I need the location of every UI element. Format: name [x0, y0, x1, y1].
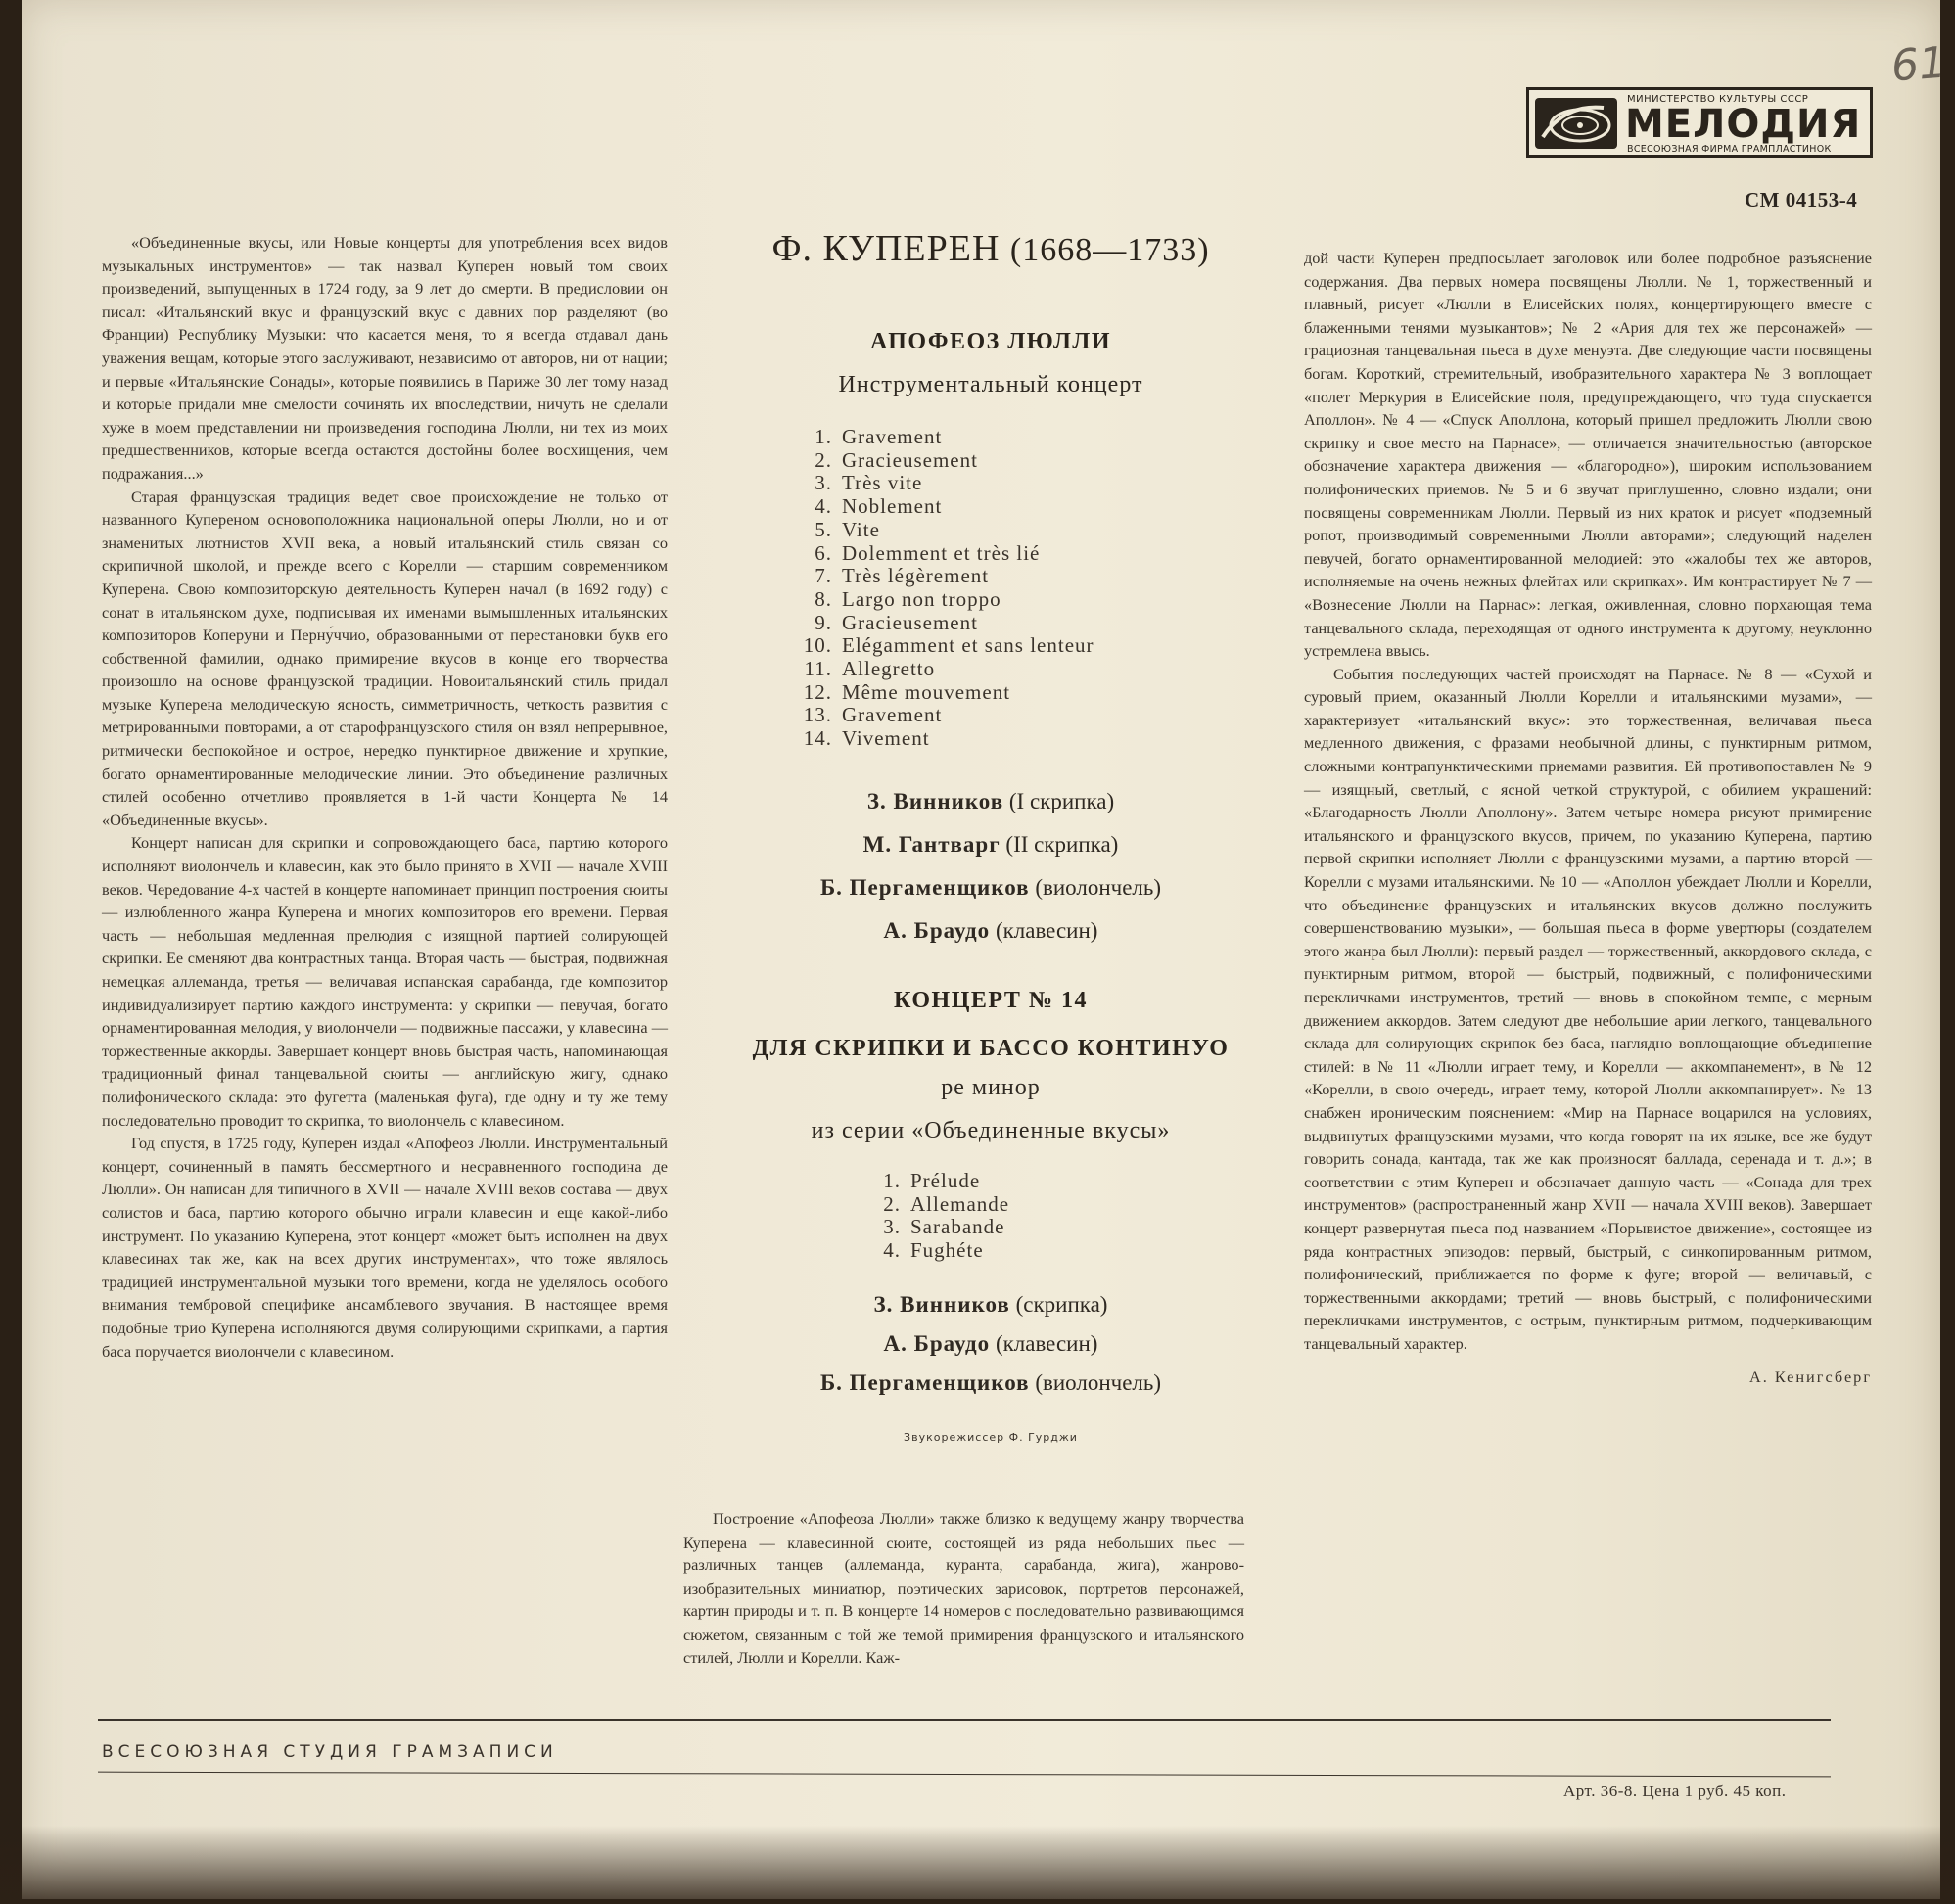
studio-credit: ВСЕСОЮЗНАЯ СТУДИЯ ГРАМЗАПИСИ — [102, 1742, 558, 1762]
work2-series: из серии «Объединенные вкусы» — [811, 1118, 1171, 1143]
performer-line: З. Винников (скрипка) — [873, 1292, 1108, 1317]
logo-ministry-text: МИНИСТЕРСТВО КУЛЬТУРЫ СССР — [1627, 94, 1809, 105]
sound-engineer-credit: Звукорежиссер Ф. Гурджи — [904, 1431, 1078, 1444]
track-item: 8. Largo non troppo — [815, 586, 1001, 611]
track-item: 14. Vivement — [803, 726, 930, 751]
record-sleeve-back — [22, 0, 1948, 1899]
work1-track-list — [793, 426, 1094, 751]
track-item: 3. Très vite — [815, 471, 923, 495]
melodiya-logo — [1526, 87, 1873, 158]
paragraph: Построение «Апофеоза Люлли» также близко к ведущему жанру творчества Куперена — клавесинной сюите, состоящей из ряда небольших пьес — различных танцев (аллеманда, куранта, сарабанда, жига), жанрово-изобразительных миниатюр, поэтических зарисовок, портретов персонажей, картин природы и т. п. В концерте 14 номеров с последовательно развивающимся сюжетом, связанным с той же темой примирения французского и итальянского стилей, Люлли и Корелли. Каж- — [683, 1509, 1244, 1667]
track-item: 7. Très légèrement — [815, 564, 990, 588]
performer-line: А. Браудо (клавесин) — [883, 1331, 1098, 1356]
work1-subtitle: Инструментальный концерт — [838, 372, 1143, 397]
catalog-number: СМ 04153-4 — [1745, 188, 1858, 211]
work2-key: ре минор — [941, 1075, 1041, 1100]
performer-line: А. Браудо (клавесин) — [883, 918, 1098, 943]
track-item: 1. Prélude — [883, 1169, 981, 1192]
track-item: 2. Allemande — [883, 1191, 1010, 1216]
paragraph: События последующих частей происходят на Парнасе. № 8 — «Сухой и суровый прием, оказанный Люлли Корелли и итальянскими музами», — характеризует «итальянский вкус»: это торжественная, величавая пьеса медленного движения, с фразами необычной длины, с пунктирным ритмом, сложными контрапунктическими приемами развития. Ей противопоставлен № 9 — изящный, светлый, с ясной четкой структурой, с обилием украшений: «Благодарность Люлли Аполлону». Затем четыре номера рисуют примирение итальянского и французского вкусов, причем, по указанию Куперена, партию первой скрипки исполняет Люлли с французскими музами, а партию второй — Корелли с музами итальянскими. № 10 — «Аполлон убеждает Люлли и Корелли, что объединение французских и итальянских вкусов должно послужить совершенствованию музыки», — большая пьеса в форме увертюры (создателем этого жанра был Люлли): первый раздел — торжественный, аккордового склада, с пунктирным ритмом, второй — быстрый, подвижный, с полифоническими перекличками инструментов, третий — вновь в спокойном темпе, с мерным движением аккордов. Затем следуют две небольшие арии легкого, танцевального склада для солирующих скрипок без баса, наглядно воплощающие объединение стилей: в № 11 «Люлли играет тему, и Корелли — аккомпанемент», в № 12 «Корелли, в свою очередь, играет тему, которой Люлли аккомпанирует». № 13 снабжен ироническим пояснением: «Мир на Парнасе воцарился на условиях, выдвинутых французскими музами, что когда говорят на их языке, все же будут говорить сонада, кантада, так же как произносят баллада, серенада и т. д.»; в соответствии с этим Куперен и обозначает данную часть — «Сонада для трех инструментов» (распространенный жанр XVII — начала XVIII веков). Завершает концерт развернутая пьеса под названием «Порывистое движение», состоящее из ряда контрастных эпизодов: первый, быстрый, с синкопированным ритмом, полифонический, приближается по форме к фуге; второй — величавый, с торжественными аккордами; третий — вновь быстрый, с полифоническими перекличками инструментов, с острым, пунктирным ритмом, подчеркивающим танцевальный характер. — [1304, 664, 1872, 1353]
sleeve-bottom-shadow — [0, 1826, 1955, 1904]
track-item: 1. Gravement — [815, 425, 943, 448]
middle-text-column — [683, 1508, 1244, 1669]
paragraph: Старая французская традиция ведет свое происхождение не только от названного Купереном основоположника национальной оперы Люлли, но и от знаменитых лютнистов XVII века, а новый итальянский стиль связан со скрипичной школой, и прежде всего с Корелли — старшим современником Куперена. Свою композиторскую деятельность Куперен начал (в 1692 году) с сонат в итальянском духе, подписывая их именами вымышленных итальянских композиторов Копеpуни и Перну́ччио, образованными от перестановки букв его собственной фамилии, однако примирение вкусов в конце его творчества произошло на основе французской традиции. Новоитальянский стиль придал музыке Куперена мелодическую ясность, симметричность, четкость развития с метрированными повторами, а от старофранцузского стиля он взял непрерывное, ритмически беспокойное и острое, нередко пунктирное движение и хрупкие, богато орнаментированные мелодические линии. Это объединение различных стилей особенно отчетливо проявляется в 1-й части Концерта № 14 «Объединенные вкусы». — [102, 487, 668, 829]
track-item: 13. Gravement — [803, 703, 943, 727]
divider-line — [98, 1719, 1831, 1721]
track-item: 2. Gracieusement — [815, 447, 978, 472]
work2-title-line1: КОНЦЕРТ № 14 — [894, 988, 1088, 1013]
composer-name: Ф. КУПЕРЕН — [771, 228, 1001, 269]
right-text-column — [1304, 247, 1872, 1388]
performer-line: Б. Пергаменщиков (виолончель) — [819, 875, 1162, 900]
track-item: 11. Allegretto — [804, 657, 936, 681]
work2-title-line2: ДЛЯ СКРИПКИ И БАССО КОНТИНУО — [752, 1036, 1230, 1061]
paragraph: Год спустя, в 1725 году, Куперен издал «Апофеоз Люлли. Инструментальный концерт, сочиненный в память бессмертного и несравненного господина де Люлли». Он написан для типичного в XVII — начале XVIII веков состава — двух солистов и баса, партию которого обычно играли клавесин и еще какой-либо инструмент. По указанию Куперена, этот концерт «может быть исполнен на двух клавесинах так же, как на всех других инструментах», что тоже являлось традицией инструментальной музыки того времени, когда не уделялось особого внимания тембровой специфике ансамблевого звучания. В настоящее время подобные трио Куперена исполняются двумя солирующими скрипками, а партия баса поручается виолончели с клавесином. — [102, 1134, 668, 1361]
work2-track-list — [861, 1170, 1009, 1263]
track-item: 12. Même mouvement — [803, 679, 1011, 704]
record-disc-icon — [1535, 98, 1617, 149]
composer-heading — [707, 227, 1275, 270]
price-line: Арт. 36-8. Цена 1 руб. 45 коп. — [1563, 1782, 1787, 1800]
performer-line: М. Гантварг (II скрипка) — [862, 832, 1119, 857]
handwritten-number: 61 — [1889, 37, 1948, 92]
paragraph: Концерт написан для скрипки и сопровождающего баса, партию которого исполняют виолончель и клавесин, как это было принято в XVII — начале XVIII веков. Чередование 4-х частей в концерте напоминает принцип построения сюиты — излюбленного жанра Куперена и многих композиторов его времени. Первая часть — небольшая медленная прелюдия с изящной партией солирующей скрипки. Ее сменяют два контрастных танца. Вторая часть — быстрая, подвижная немецкая аллеманда, третья — величавая испанская сарабанда, где композитор индивидуализирует партию каждого инструмента: у скрипки — певучая, богато орнаментированная мелодия, у виолончели — подвижные пассажи, у клавесина — торжественные аккорды. Завершает концерт вновь быстрая часть, напоминающая традиционный финал танцевальной сюиты — английскую жигу, однако полифонического склада: это фугетта (маленькая фуга), где одну и ту же тему последовательно проводит то скрипка, то виолончель с клавесином. — [102, 833, 668, 1130]
left-text-column — [102, 231, 668, 1363]
track-item: 6. Dolemment et très lié — [815, 540, 1041, 565]
track-item: 4. Fughéte — [883, 1238, 984, 1263]
performer-line: З. Винников (I скрипка) — [866, 789, 1115, 813]
composer-dates: (1668—1733) — [1009, 232, 1210, 268]
work1-title: АПОФЕОЗ ЛЮЛЛИ — [870, 329, 1111, 354]
track-item: 3. Sarabande — [883, 1215, 1005, 1239]
track-item: 10. Elégamment et sans lenteur — [803, 633, 1094, 658]
paragraph: «Объединенные вкусы, или Новые концерты для употребления всех видов музыкальных инструментов» — так назвал Куперен новый том своих произведений, выпущенных в 1724 году, за 9 лет до смерти. В предисловии он писал: «Итальянский вкус и французский вкус с давних пор разделяют (во Франции) Республику Музыки: что касается меня, то я всегда отдавал дань уважения вещам, которые этого заслуживают, независимо от авторов, ни от нации; и первые «Итальянские Сонады», которые появились в Париже 30 лет тому назад и которые придали мне смелости сочинять их впоследствии, ничуть не сделали хуже в моем представлении ни произведения господина Люлли, ни тех из моих предшественников, которые всегда остаются достойны более восхищения, чем подражания...» — [102, 233, 668, 483]
logo-subtitle: ВСЕСОЮЗНАЯ ФИРМА ГРАМПЛАСТИНОК — [1627, 144, 1832, 155]
track-item: 9. Gracieusement — [815, 610, 978, 634]
author-signature: А. Кенигсберг — [1748, 1367, 1872, 1386]
performer-line: Б. Пергаменщиков (виолончель) — [819, 1370, 1162, 1395]
track-item: 4. Noblement — [815, 494, 943, 519]
paragraph: дой части Куперен предпосылает заголовок или более подробное разъяснение содержания. Два первых номера посвящены Люлли. № 1, торжественный и плавный, рисует «Люлли в Елисейских полях, концертирующего вместе с блаженными тенями музыкантов»; № 2 «Ария для тех же персонажей» — грациозная танцевальная пьеса в духе менуэта. Две следующие части посвящены богам. Короткий, стремительный, изобразительного характера № 3 воплощает «полет Меркурия в Елисейские поля, предупреждающего, что туда спускается Аполлон». № 4 — «Спуск Аполлона, который пришел предложить Люлли свою скрипку и свое место на Парнасе», — отличается значительностью (авторское обозначение характера движения — «благородно»), широким использованием полифонических приемов. № 5 и 6 звучат приглушенно, словно издали; они посвящены современникам Люлли. Первый из них краток и рисует «подземный ропот, производимый современными Люлли авторами»; следующий наделен певучей, богато орнаментированной мелодией: это «жалобы тех же авторов, исполняемые на очень нежных флейтах или скрипках». Им контрастирует № 7 — «Вознесение Люлли на Парнас»: легкая, оживленная, словно порхающая тема танцевального склада, переходящая от одного инструмента к другому, неуклонно устремлена ввысь. — [1304, 249, 1872, 661]
divider-line — [98, 1772, 1831, 1778]
track-item: 5. Vite — [815, 517, 880, 541]
logo-name: МЕЛОДИЯ — [1625, 102, 1862, 147]
